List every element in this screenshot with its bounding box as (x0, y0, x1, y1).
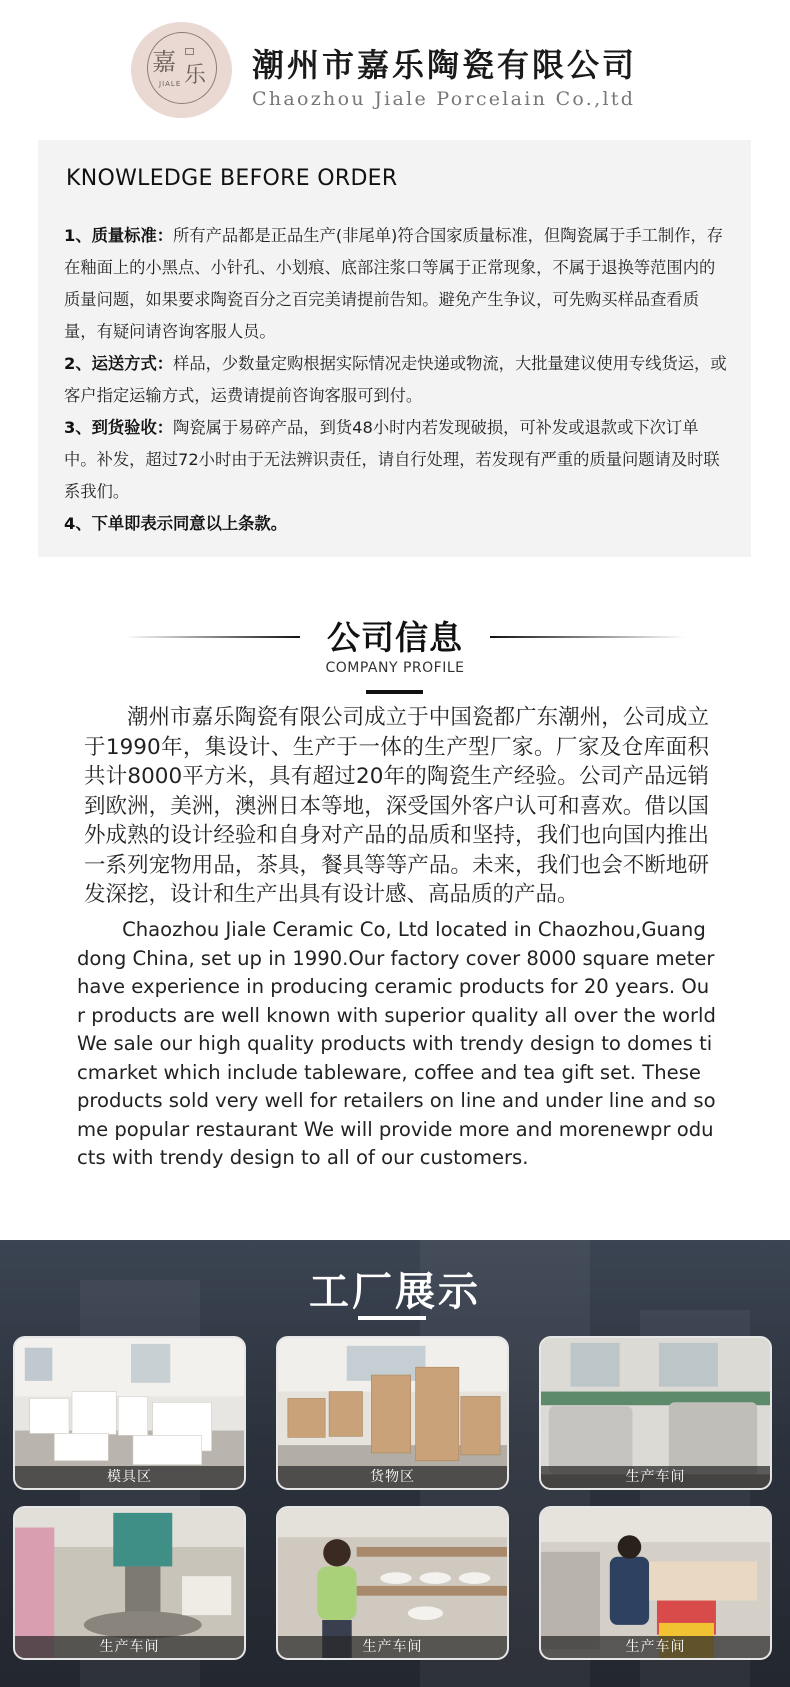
logo-en-text: JIALE (159, 80, 182, 88)
photo-caption: 生产车间 (541, 1636, 770, 1658)
factory-photo-workshop-3 (276, 1506, 509, 1660)
knowledge-panel (38, 140, 751, 557)
logo-char-le: 乐 (184, 63, 207, 88)
factory-photo-mold-area (13, 1336, 246, 1490)
knowledge-item-shipping (64, 348, 730, 412)
knowledge-item-label: 1、质量标准： (64, 226, 174, 245)
profile-title: 公司信息 (327, 618, 463, 657)
knowledge-item-quality (64, 220, 730, 348)
knowledge-item-label: 2、运送方式： (64, 354, 174, 373)
profile-text-en: Chaozhou Jiale Ceramic Co, Ltd located in Chaozhou,Guang dong China, set up in 1990.Our factory cover 8000 square meter have experience in producing ceramic products for 20 years. Our products are well known with superior quality all over the world We sale our high quality products with trendy design to domes ticmarket which include tableware, coffee and tea gift set. These products sold very well for retailers on line and under line and some popular restaurant We will provide more and morenewpr oducts with trendy design to all of our customers. (77, 918, 716, 1169)
photo-caption: 模具区 (15, 1466, 244, 1488)
knowledge-item-text: 陶瓷属于易碎产品，到货48小时内若发现破损，可补发或退款或下次订单中。补发，超过72小时由于无法辨识责任，请自行处理，若发现有严重的质量问题请及时联系我们。 (64, 418, 720, 501)
factory-photo-goods-area (276, 1336, 509, 1490)
photo-caption: 生产车间 (541, 1466, 770, 1488)
page-header (0, 0, 790, 140)
knowledge-item-label: 3、到货验收： (64, 418, 174, 437)
profile-title-underline (366, 690, 423, 694)
knowledge-item-text: 所有产品都是正品生产(非尾单)符合国家质量标准，但陶瓷属于手工制作，存在釉面上的小黑点、小针孔、小划痕、底部注浆口等属于正常现象，不属于退换等范围内的质量问题，如果要求陶瓷百分之百完美请提前告知。避免产生争议，可先购买样品查看质量，有疑问请咨询客服人员。 (64, 226, 724, 341)
photo-caption: 货物区 (278, 1466, 507, 1488)
factory-title-underline (358, 1316, 426, 1320)
company-name-en: Chaozhou Jiale Porcelain Co.,ltd (252, 88, 636, 110)
factory-photo-workshop-2 (13, 1506, 246, 1660)
profile-text-cn: 潮州市嘉乐陶瓷有限公司成立于中国瓷都广东潮州，公司成立于1990年，集设计、生产于一体的生产型厂家。厂家及仓库面积共计8000平方米，具有超过20年的陶瓷生产经验。公司产品远销到欧洲，美洲，澳洲日本等地，深受国外客户认可和喜欢。借以国外成熟的设计经验和自身对产品的品质和坚持，我们也向国内推出一系列宠物用品，茶具，餐具等等产品。未来，我们也会不断地研发深挖，设计和生产出具有设计感、高品质的产品。 (84, 705, 709, 907)
knowledge-item-agreement (64, 508, 730, 540)
knowledge-item-label: 4、下单即表示同意以上条款。 (64, 514, 287, 533)
factory-title: 工厂展示 (309, 1269, 481, 1315)
logo-char-jia: 嘉 (152, 48, 176, 76)
profile-subtitle: COMPANY PROFILE (325, 660, 465, 676)
knowledge-item-text: 样品，少数量定购根据实际情况走快递或物流，大批量建议使用专线货运，或客户指定运输方式，运费请提前咨询客服可到付。 (64, 354, 727, 405)
knowledge-title: KNOWLEDGE BEFORE ORDER (66, 166, 398, 191)
company-name-cn: 潮州市嘉乐陶瓷有限公司 (252, 46, 638, 84)
knowledge-item-inspection (64, 412, 730, 508)
photo-caption: 生产车间 (278, 1636, 507, 1658)
factory-photo-workshop-4 (539, 1506, 772, 1660)
knowledge-list (64, 220, 730, 540)
factory-photo-workshop-1 (539, 1336, 772, 1490)
factory-section (0, 1240, 790, 1687)
logo-seal-mark (185, 48, 194, 55)
photo-caption: 生产车间 (15, 1636, 244, 1658)
